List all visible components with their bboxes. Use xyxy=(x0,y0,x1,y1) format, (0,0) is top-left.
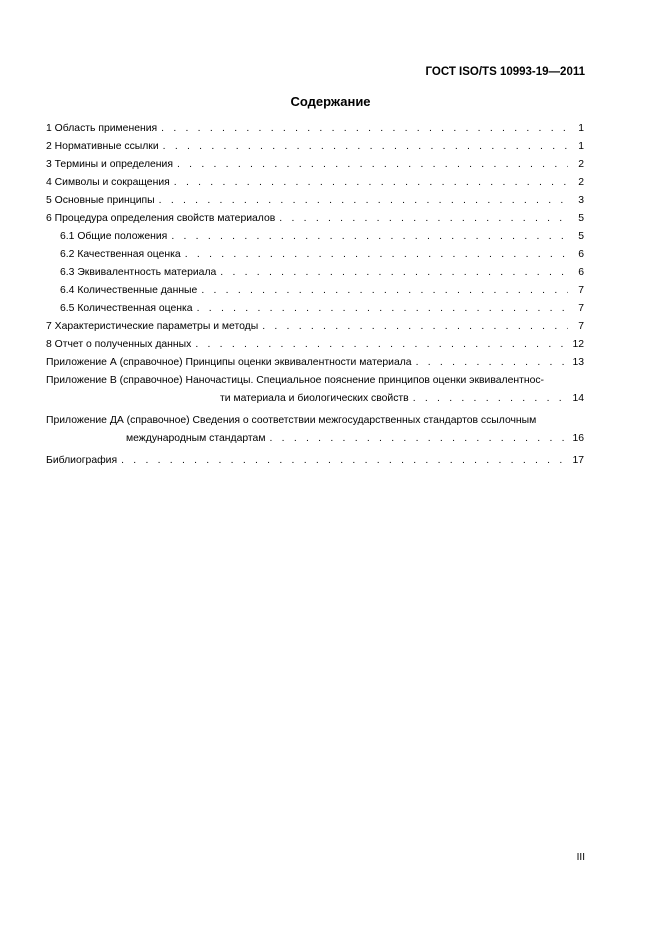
toc-bibliography[interactable] xyxy=(46,452,584,470)
toc-entry-label: 6.5 Количественная оценка xyxy=(60,303,193,314)
toc-subentry[interactable] xyxy=(46,300,584,318)
dot-leader xyxy=(220,264,568,282)
toc-entry-page: 6 xyxy=(578,249,584,260)
toc-entry-page: 5 xyxy=(578,213,584,224)
dot-leader xyxy=(279,210,568,228)
toc-entry-label: Библиография xyxy=(46,455,118,466)
dot-leader xyxy=(195,336,568,354)
page-title: Содержание xyxy=(290,94,371,109)
toc-entry-page: 16 xyxy=(572,433,584,444)
toc-appendix-b[interactable] xyxy=(46,372,584,408)
toc-entry-page: 1 xyxy=(578,123,584,134)
toc-entry-label: 6.2 Качественная оценка xyxy=(60,249,181,260)
toc-entry-label: 4 Символы и сокращения xyxy=(46,177,170,188)
toc-entry[interactable] xyxy=(46,192,584,210)
toc-entry-page: 14 xyxy=(572,393,584,404)
toc-entry-page: 12 xyxy=(572,339,584,350)
toc-entry[interactable] xyxy=(46,120,584,138)
toc-entry[interactable] xyxy=(46,156,584,174)
toc-subentry[interactable] xyxy=(46,228,584,246)
dot-leader xyxy=(177,156,568,174)
toc-entry[interactable] xyxy=(46,336,584,354)
toc-entry-label: 5 Основные принципы xyxy=(46,195,155,206)
toc-entry[interactable] xyxy=(46,174,584,192)
toc-entry-label: Приложение ДА (справочное) Сведения о соответствии межгосударственных стандартов ссылочным xyxy=(46,415,537,426)
toc-entry-label: 1 Область применения xyxy=(46,123,158,134)
toc-entry-page: 7 xyxy=(578,303,584,314)
dot-leader xyxy=(174,174,568,192)
toc-entry-label: 3 Термины и определения xyxy=(46,159,173,170)
dot-leader xyxy=(201,282,568,300)
toc-entry[interactable] xyxy=(46,318,584,336)
table-of-contents xyxy=(46,120,584,470)
document-id: ГОСТ ISO/TS 10993-19—2011 xyxy=(425,66,585,78)
toc-entry-page: 5 xyxy=(578,231,584,242)
dot-leader xyxy=(413,390,568,408)
toc-entry-label: Приложение В (справочное) Наночастицы. Специальное пояснение принципов оценки эквивалентнос- xyxy=(46,375,545,386)
dot-leader xyxy=(185,246,568,264)
dot-leader xyxy=(159,192,568,210)
toc-appendix-da[interactable] xyxy=(46,412,584,448)
toc-entry-page: 7 xyxy=(578,321,584,332)
toc-entry-label: 2 Нормативные ссылки xyxy=(46,141,159,152)
toc-entry-label: 6.3 Эквивалентность материала xyxy=(60,267,217,278)
dot-leader xyxy=(163,138,568,156)
toc-subentry[interactable] xyxy=(46,282,584,300)
toc-entry-label-continued: ти материала и биологических свойств xyxy=(220,393,409,404)
toc-entry-label: 6 Процедура определения свойств материалов xyxy=(46,213,276,224)
toc-appendix-a[interactable] xyxy=(46,354,584,372)
dot-leader xyxy=(269,430,568,448)
dot-leader xyxy=(161,120,568,138)
toc-subentry[interactable] xyxy=(46,264,584,282)
dot-leader xyxy=(262,318,568,336)
toc-entry-page: 2 xyxy=(578,159,584,170)
dot-leader xyxy=(171,228,568,246)
toc-entry-page: 13 xyxy=(572,357,584,368)
toc-entry-page: 7 xyxy=(578,285,584,296)
toc-entry-label: 8 Отчет о полученных данных xyxy=(46,339,192,350)
toc-entry-label: 6.4 Количественные данные xyxy=(60,285,198,296)
toc-entry-page: 1 xyxy=(578,141,584,152)
toc-entry-label: 7 Характеристические параметры и методы xyxy=(46,321,259,332)
toc-entry-page: 2 xyxy=(578,177,584,188)
dot-leader xyxy=(197,300,568,318)
toc-subentry[interactable] xyxy=(46,246,584,264)
dot-leader xyxy=(416,354,568,372)
page-number: III xyxy=(576,852,585,863)
toc-entry-label: 6.1 Общие положения xyxy=(60,231,168,242)
toc-entry-page: 6 xyxy=(578,267,584,278)
dot-leader xyxy=(121,452,568,470)
toc-entry-label-continued: международным стандартам xyxy=(126,433,266,444)
toc-entry-page: 17 xyxy=(572,455,584,466)
toc-entry[interactable] xyxy=(46,210,584,228)
toc-entry-page: 3 xyxy=(578,195,584,206)
toc-entry-label: Приложение А (справочное) Принципы оценки эквивалентности материала xyxy=(46,357,412,368)
toc-entry[interactable] xyxy=(46,138,584,156)
